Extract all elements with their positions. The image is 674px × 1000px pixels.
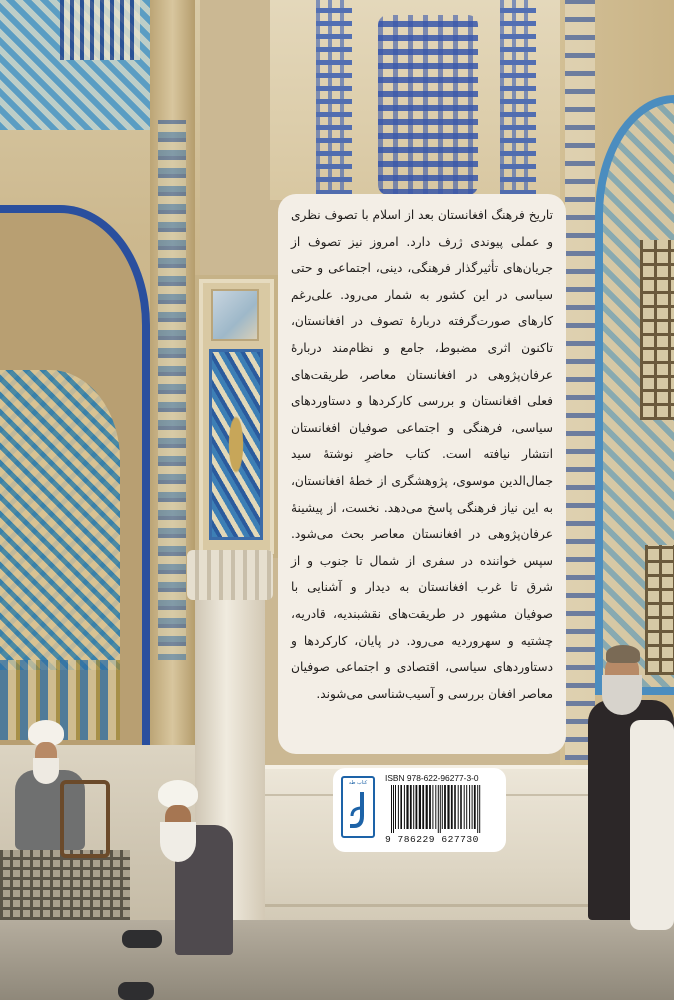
barcode-bar	[466, 785, 467, 829]
barcode-bar	[393, 785, 394, 833]
barcode-bar	[429, 785, 431, 829]
publisher-logo-label: کتاب طه	[348, 780, 368, 786]
barcode-bar	[406, 785, 408, 829]
barcode-bar	[419, 785, 421, 829]
barcode-bar	[432, 785, 433, 829]
photo-window-grille	[640, 240, 674, 420]
barcode-bar	[391, 785, 392, 833]
barcode-bar	[442, 785, 443, 829]
barcode-bar	[410, 785, 412, 829]
barcode-bar	[426, 785, 428, 829]
photo-lattice	[0, 850, 130, 920]
barcode-bar	[400, 785, 402, 829]
publisher-logo	[341, 776, 375, 838]
barcode-bar	[464, 785, 465, 829]
photo-calligraphy-panel	[378, 15, 478, 195]
barcode-bar	[435, 785, 436, 829]
isbn-label: ISBN 978-622-96277-3-0	[385, 773, 479, 783]
barcode-bar	[398, 785, 399, 829]
barcode-bar	[460, 785, 462, 829]
barcode-bar	[454, 785, 456, 829]
barcode-bar	[404, 785, 405, 829]
back-cover-blurb: تاریخ فرهنگ افغانستان بعد از اسلام با تصوف نظری و عملی پیوندی ژرف دارد. امروز نیز تصوف از جریان‌های تأثیرگذار فرهنگی، دینی، اجتماعی و حتی سیاسی در این کشور به شمار می‌رود. علی‌رغم کارهای صورت‌گرفته دربارهٔ تصوف در افغانستان، تاکنون اثری مضبوط، جامع و نظام‌مند دربارهٔ عرفان‌پژوهی در افغانستان معاصر، طریقت‌های فعلی افغانستان و بررسی کارکردها و دستاوردهای سیاسی، فرهنگی و اجتماعی صوفیان افغانستان انتشار نیافته است. کتاب حاضرِ نوشتهٔ سید جمال‌الدین موسوی، پژوهشگری از خطهٔ افغانستان، به این نیاز فرهنگی پاسخ می‌دهد. نخست، از پیشینهٔ عرفان‌پژوهی در افغانستان معاصر بحث می‌شود. سپس خواننده در سفری از شمال تا جنوب و از شرق تا غرب افغانستان به دیدار و آشنایی با صوفیان مشهور در طریقت‌های نقشبندیه، قادریه، چشتیه و سهروردیه می‌رود. در پایان، کارکردها و دستاوردهای سیاسی، اقتصادی و اجتماعی صوفیان معاصر افغان بررسی و آسیب‌شناسی می‌شوند.	[291, 208, 553, 701]
photo-window-grille	[645, 545, 674, 675]
barcode	[389, 785, 499, 833]
barcode-bar	[413, 785, 414, 829]
barcode-bar	[474, 785, 476, 829]
publisher-logo-icon	[348, 790, 368, 832]
barcode-digits: 9 786229 627730	[385, 834, 479, 845]
barcode-bar	[472, 785, 473, 829]
photo-column	[150, 0, 195, 760]
photo-calligraphy-strip	[500, 0, 536, 195]
photo-arch-mosaic	[0, 370, 120, 670]
barcode-bar	[416, 785, 418, 829]
barcode-bar	[458, 785, 459, 829]
barcode-bar	[479, 785, 480, 833]
barcode-bar	[440, 785, 441, 833]
barcode-box	[333, 768, 506, 852]
barcode-bar	[451, 785, 453, 829]
barcode-bar	[447, 785, 449, 829]
blurb-panel	[278, 194, 566, 754]
barcode-bar	[444, 785, 446, 829]
photo-tile-pattern	[60, 0, 140, 60]
photo-calligraphy-strip	[316, 0, 352, 195]
barcode-bar	[395, 785, 396, 829]
barcode-bar	[422, 785, 424, 829]
photo-tile-strip-right	[565, 0, 595, 760]
barcode-bar	[469, 785, 470, 829]
photo-ground	[0, 920, 674, 1000]
photo-tile-panel	[195, 275, 278, 558]
barcode-bar	[438, 785, 439, 833]
barcode-bar	[477, 785, 478, 833]
